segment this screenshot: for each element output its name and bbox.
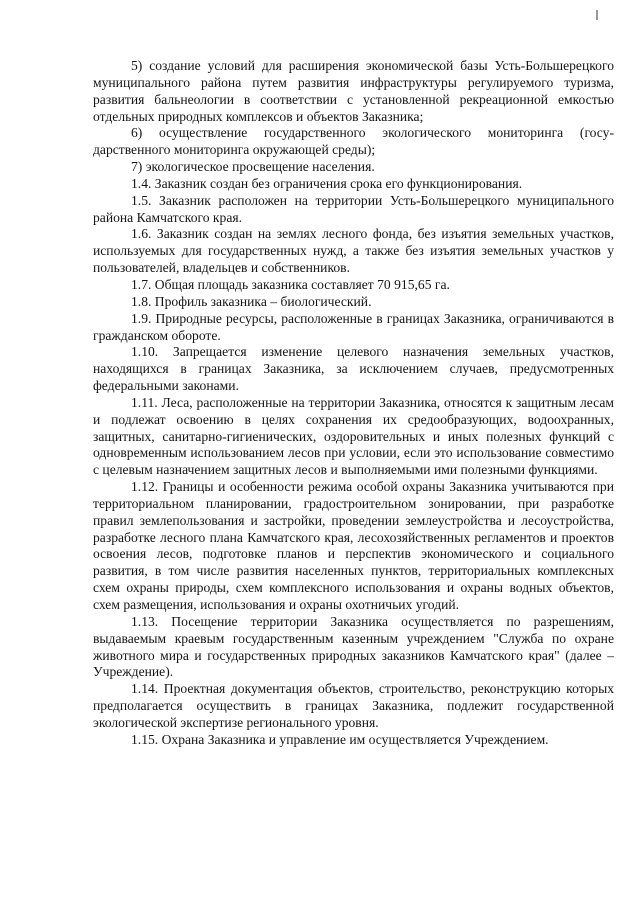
paragraph-1-4: 1.4. Заказник создан без ограничения срока его функционирования.	[131, 175, 523, 191]
paragraph-1-9: 1.9. Природные ресурсы, расположенные в границах Заказника, ограничиваются в гражданском обороте.	[93, 310, 614, 343]
paragraph-1-6: 1.6. Заказник создан на землях лесного фонда, без изъятия земельных участков, используемых для государственных нужд, а также без изъятия земельных участков у пользователей, владельцев и собственников.	[93, 226, 614, 276]
document-body	[93, 58, 614, 749]
paragraph-1-8: 1.8. Профиль заказника – биологический.	[131, 293, 372, 309]
paragraph-1-5: 1.5. Заказник расположен на территории Усть-Большерецкого муниципального района Камчатского края.	[93, 192, 614, 225]
paragraph-1-7: 1.7. Общая площадь заказника составляет 70 915,65 га.	[131, 276, 450, 292]
paragraph-1-11: 1.11. Леса, расположенные на территории Заказника, относятся к защитным лесам и подлежат освоению в целях сохранения их средообразующих, водоохранных, защитных, санитарно-гигиенических, оздоровительных и иных полезных функций с одновременным использованием лесов при условии, если это использование совместимо с целевым назначением защитных лесов и выполняемыми ими полезными функциями.	[93, 394, 614, 478]
paragraph-item-7: 7) экологическое просвещение населения.	[131, 159, 375, 175]
paragraph-item-5: 5) создание условий для расширения экономической базы Усть-Большерецкого муниципального района путем развития инфраструктуры регулируемого туризма, развития бальнеологии в соответствии с установленной рекреационной емкостью отдельных природных комплексов и объектов Заказника;	[93, 58, 614, 124]
scan-mark	[596, 10, 598, 20]
paragraph-1-13: 1.13. Посещение территории Заказника осуществляется по разрешениям, выдаваемым краевым государственным казенным учреждением "Служба по охране животного мира и государственных природных заказников Камчатского края" (далее – Учреждение).	[93, 613, 614, 680]
paragraph-1-15: 1.15. Охрана Заказника и управление им осуществляется Учреждением.	[131, 731, 549, 747]
paragraph-item-6: 6) осуществление государственного экологического мониторинга (государственного мониторинга окружающей среды);	[93, 125, 614, 158]
paragraph-1-12: 1.12. Границы и особенности режима особой охраны Заказника учитываются при территориальном планировании, градостроительном зонировании, при разработке правил землепользования и застройки, проведении землеустройства и лесоустройства, разработке лесного плана Камчатского края, лесохозяйственных регламентов и проектов освоения лесов, подготовке планов и перспектив экономического и социального развития, в том числе развития населенных пунктов, территориальных комплексных схем охраны природы, схем комплексного использования и охраны водных объектов, схем размещения, использования и охраны охотничьих угодий.	[93, 479, 614, 612]
paragraph-1-10: 1.10. Запрещается изменение целевого назначения земельных участков, находящихся в границах Заказника, за исключением случаев, предусмотренных федеральными законами.	[93, 344, 614, 394]
paragraph-1-14: 1.14. Проектная документация объектов, строительство, реконструкцию которых предполагается осуществить в границах Заказника, подлежит государственной экологической экспертизе регионального уровня.	[93, 681, 614, 730]
